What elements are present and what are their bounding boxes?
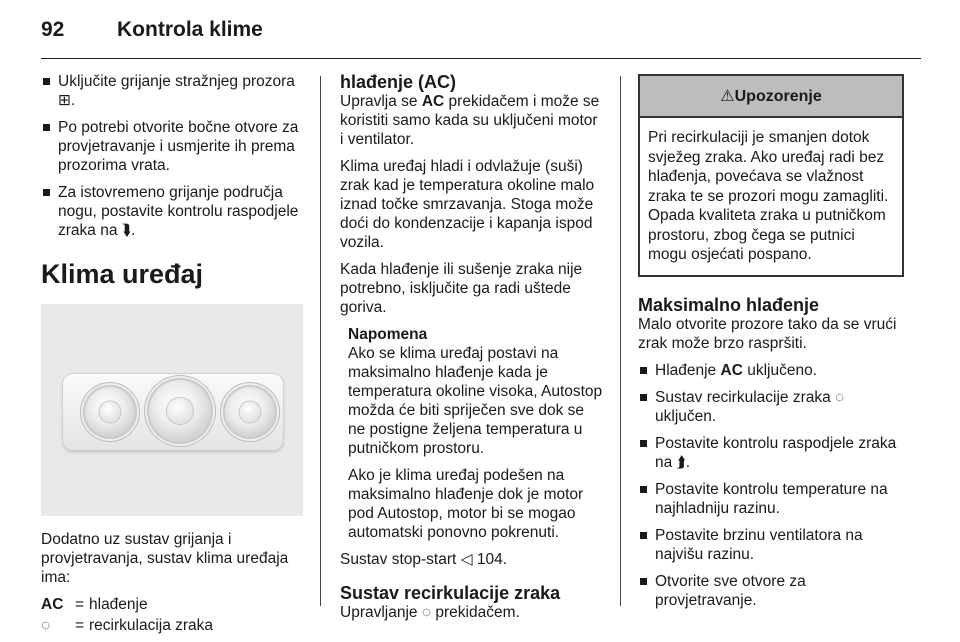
list-item: Postavite kontrolu raspodjele zraka na ⮭. (638, 434, 904, 472)
page-number: 92 (41, 18, 65, 41)
text-span: uključeno. (742, 361, 817, 379)
section-heading-air-conditioning: Klima uređaj (41, 259, 204, 289)
ac-paragraph-1 (340, 92, 604, 149)
max-cooling-steps-list (638, 361, 904, 610)
temperature-knob (85, 387, 135, 437)
control-panel (63, 374, 283, 450)
column-divider-2 (620, 76, 621, 606)
section-heading-recirculation: Sustav recirkulacije zraka (340, 583, 561, 603)
text-span: prekidačem i može se koristiti samo kada su uključeni motor i ventilator. (340, 93, 600, 148)
legend-eq: = (75, 596, 85, 613)
column-right (638, 72, 904, 618)
list-item: Otvorite sve otvore za provjetravanje. (638, 572, 904, 610)
list-item: Uključite grijanje stražnjeg prozora ⊞. (41, 72, 305, 110)
list-item: Postavite brzinu ventilatora na najvišu razinu. (638, 526, 904, 564)
warning-title: ⚠Upozorenje (640, 76, 902, 118)
heating-steps-list (41, 72, 305, 240)
list-item: Po potrebi otvorite bočne otvore za provjetravanje i usmjerite ih prema prozorima vrata. (41, 118, 305, 175)
recirculation-paragraph: Upravljanje ◌ prekidačem. (340, 604, 520, 621)
section-heading-cooling: hlađenje (AC) (340, 72, 457, 92)
legend-value-recirculation: recirkulacija zraka (89, 617, 214, 634)
legend-key-ac: AC (41, 596, 64, 613)
section-heading-max-cooling: Maksimalno hlađenje (638, 294, 820, 315)
list-item: Sustav recirkulacije zraka ◌ uključen. (638, 388, 904, 426)
note-paragraph-1: Ako se klima uređaj postavi na maksimalno hlađenje kada je temperatura okoline visoka, Autostop možda će biti spriječen sve dok se ne postigne željena temperatura u putničkom prostoru. (348, 345, 603, 457)
ac-paragraph-3: Kada hlađenje ili sušenje zraka nije potrebno, isključite ga radi uštede goriva. (340, 261, 583, 316)
legend-value-cooling: hlađenje (89, 596, 148, 613)
list-item (638, 361, 904, 380)
column-left (41, 72, 305, 635)
max-cooling-intro: Malo otvorite prozore tako da se vrući zrak može brzo raspršiti. (638, 315, 897, 352)
list-item: Za istovremeno grijanje područja nogu, postavite kontrolu raspodjele zraka na ⮯. (41, 183, 305, 240)
header-divider (41, 58, 921, 59)
ac-switch-label: AC (421, 93, 445, 110)
legend-eq: = (75, 617, 85, 634)
list-item: Postavite kontrolu temperature na najhladniju razinu. (638, 480, 904, 518)
intro-text: Dodatno uz sustav grijanja i provjetravanja, sustav klima uređaja ima: (41, 531, 289, 586)
warning-box (638, 74, 904, 277)
note-block (340, 325, 604, 542)
note-title: Napomena (348, 326, 428, 343)
column-divider-1 (320, 76, 321, 606)
chapter-title: Kontrola klime (117, 18, 263, 41)
text-span: Hlađenje (655, 361, 721, 379)
stop-start-reference: Sustav stop-start ◁ 104. (340, 551, 507, 568)
text-span: Upravlja se (340, 93, 422, 110)
page-header (41, 18, 921, 48)
ac-switch-label: AC (720, 361, 743, 379)
ac-paragraph-2: Klima uređaj hladi i odvlažuje (suši) zrak kad je temperatura okoline malo iznad točke smrzavanja. Stoga može doći do kondenzacije i kapanja ispod vozila. (340, 158, 595, 251)
symbol-legend (41, 595, 305, 635)
warning-text: Pri recirkulaciji je smanjen dotok svježeg zraka. Ako uređaj radi bez hlađenja, povećava se vlažnost zraka te se prozori mogu zamagliti. Opada kvaliteta zraka u putničkom prostoru, zbog čega se putnici mogu osjećati pospano. (648, 129, 889, 263)
column-middle (340, 72, 604, 630)
recirculation-icon: ◌ (41, 617, 51, 634)
air-distribution-knob (225, 387, 275, 437)
fan-speed-knob (149, 380, 211, 442)
climate-control-panel-photo (41, 304, 303, 516)
note-paragraph-2: Ako je klima uređaj podešen na maksimalno hlađenje dok je motor pod Autostop, motor bi se mogao automatski ponovno pokrenuti. (348, 467, 584, 541)
